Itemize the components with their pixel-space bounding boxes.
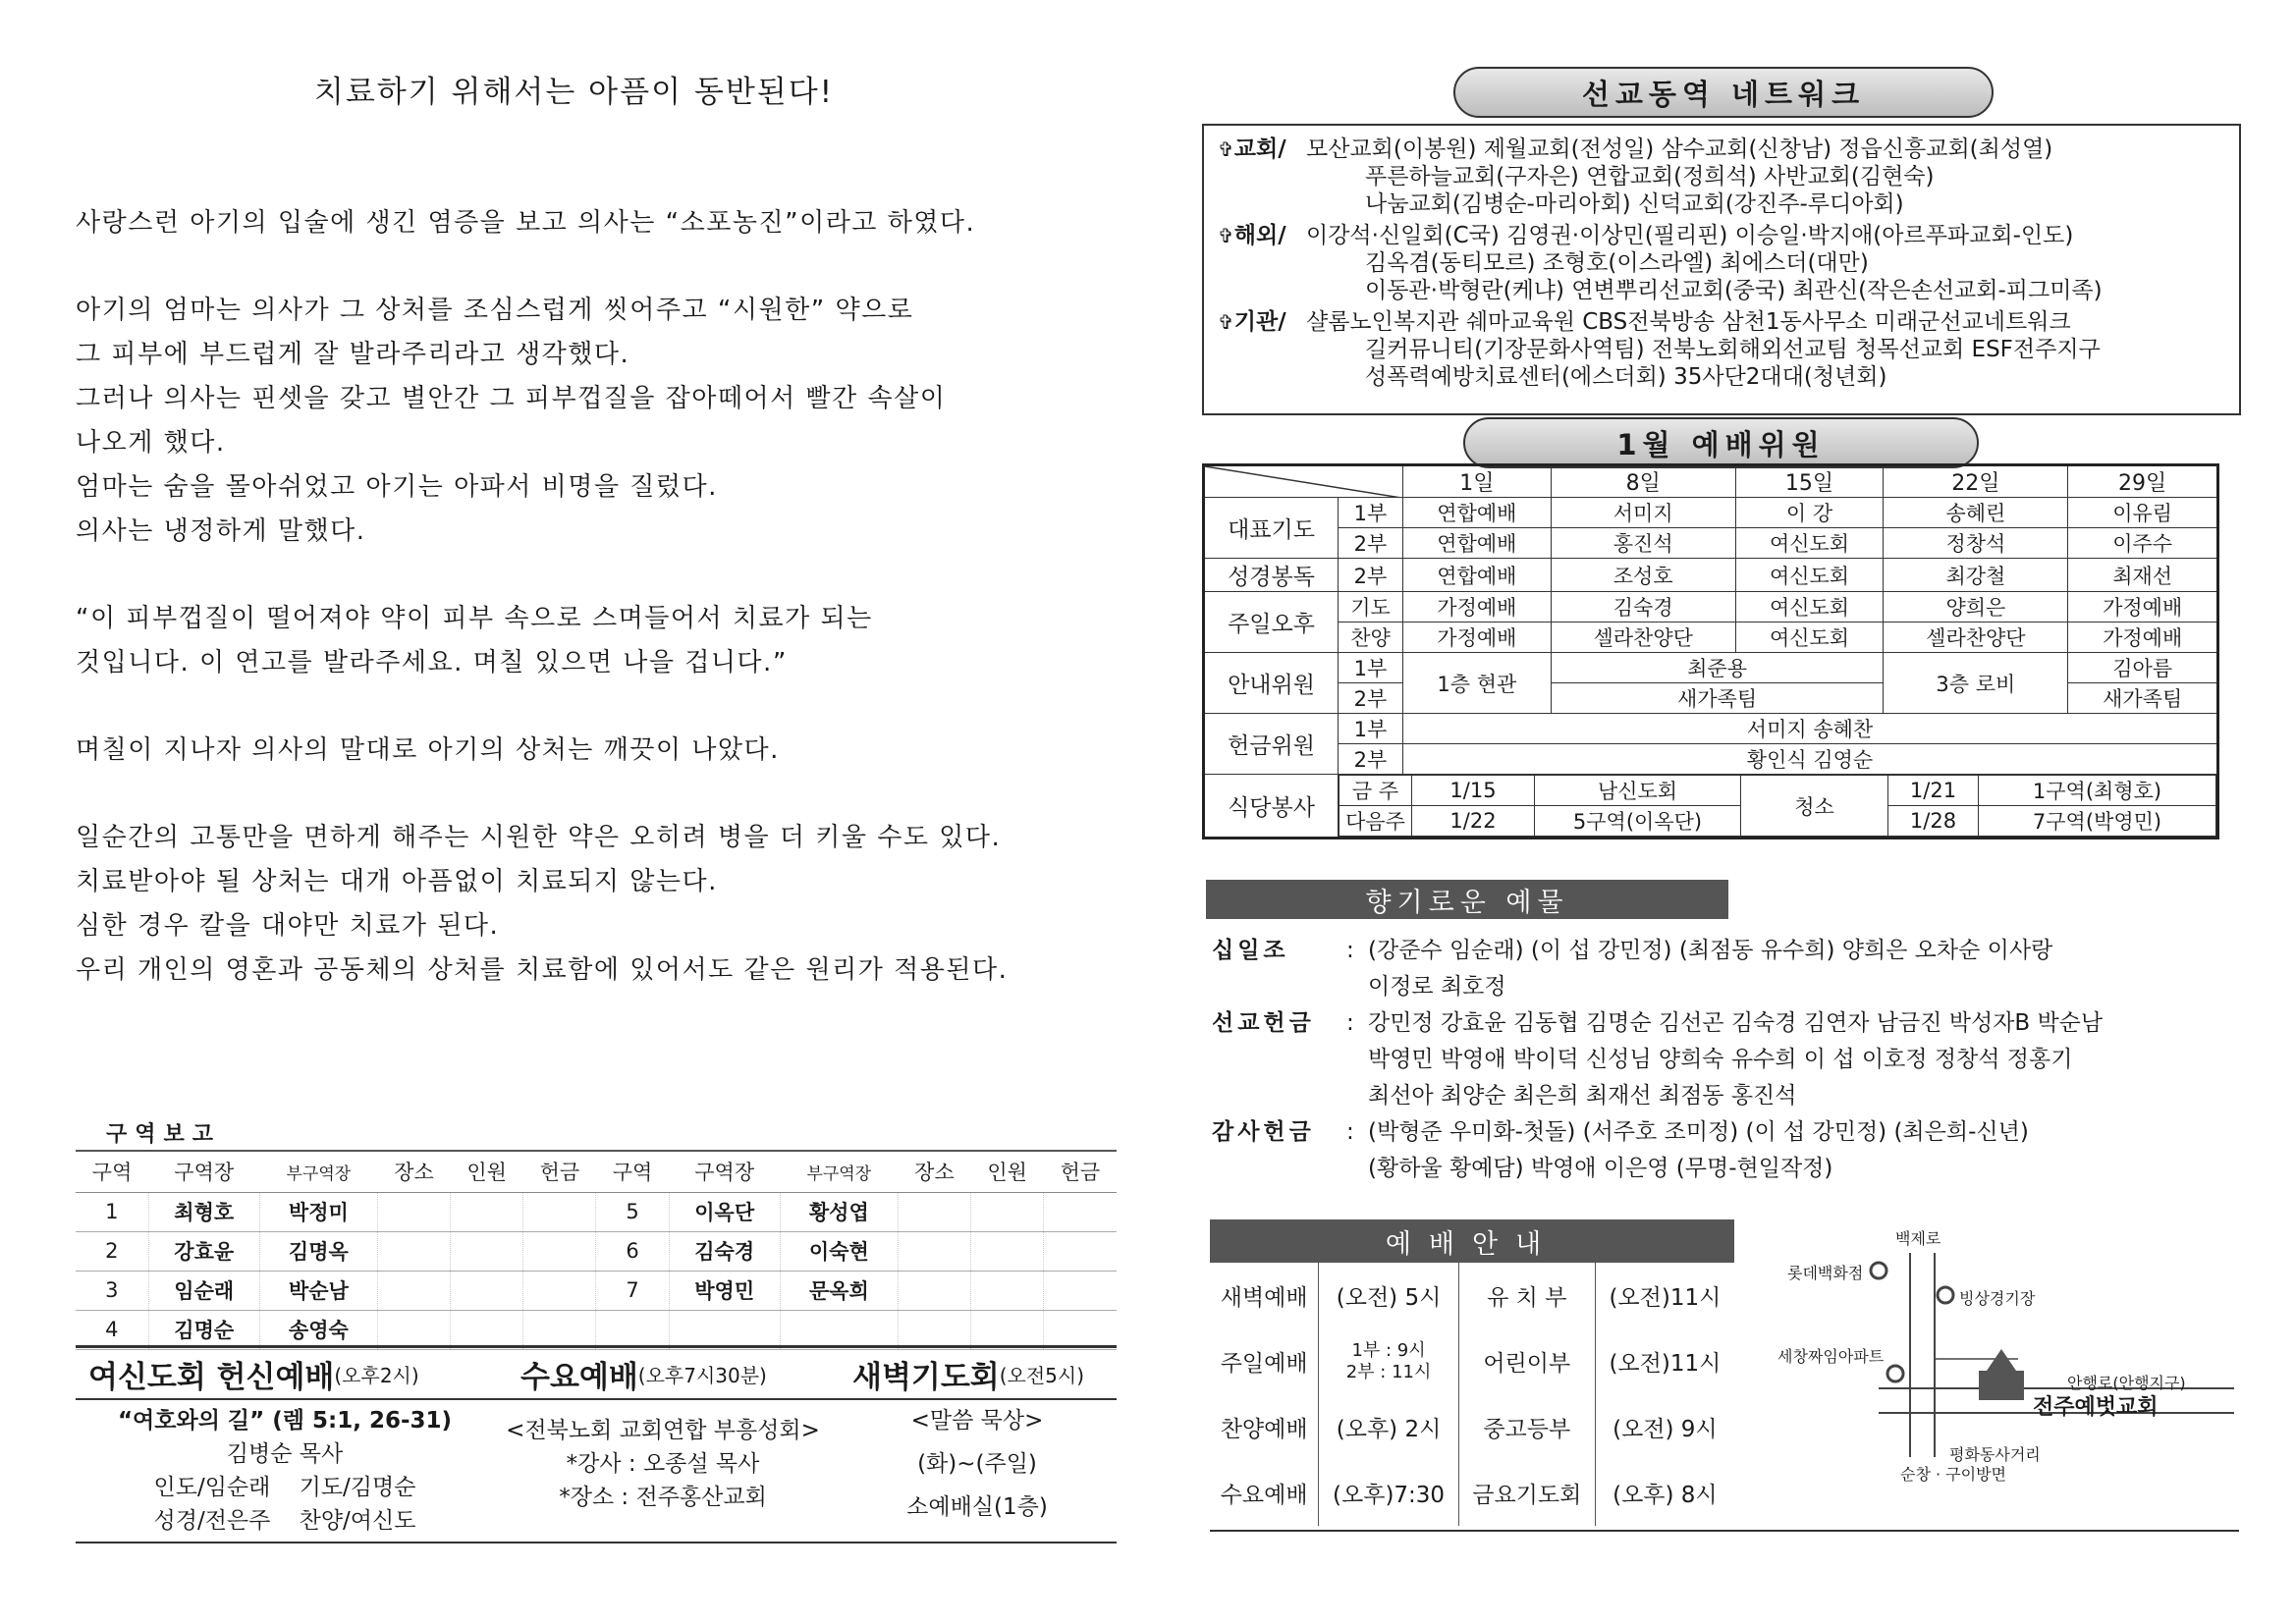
district-header: 구역: [596, 1151, 669, 1192]
part-cell: 찬양: [1339, 623, 1403, 653]
service-cell: 유 치 부: [1458, 1263, 1595, 1328]
district-cell: 1: [76, 1192, 148, 1231]
cell: 김숙경: [1551, 592, 1735, 623]
part-cell: 1부: [1339, 498, 1403, 528]
cell: 5구역(이옥단): [1535, 806, 1741, 837]
essay-line: 우리 개인의 영혼과 공동체의 상처를 치료함에 있어서도 같은 원리가 적용된다.: [76, 955, 1009, 985]
divider: [76, 1398, 1117, 1400]
wednesday-service-details: [476, 1414, 849, 1514]
kitchen-cell: [1339, 775, 2218, 839]
offering-label: [1212, 1151, 1346, 1187]
cell: 최준용: [1551, 653, 1884, 683]
part-cell: 2부: [1339, 744, 1403, 775]
table-row: [1210, 1394, 1734, 1460]
district-cell: 7: [596, 1271, 669, 1310]
worship-committee-table: [1202, 463, 2219, 839]
district-cell: 임순래: [148, 1271, 259, 1310]
cell: 정창석: [1884, 528, 2068, 559]
district-cell: [523, 1231, 596, 1271]
cell: 여신도회: [1735, 592, 1884, 623]
cell: 다음주: [1339, 806, 1412, 837]
offering-row: [1212, 1078, 2243, 1114]
district-cell: [451, 1271, 523, 1310]
mission-text: 이강석·신일회(C국) 김영권·이상민(필리핀) 이승일·박지애(아르푸파교회-인도): [1306, 223, 2074, 248]
district-cell: [377, 1310, 450, 1349]
mission-label: [1218, 308, 1306, 336]
diagonal-line: [1205, 466, 1401, 498]
part-cell: 1부: [1339, 714, 1403, 744]
mission-label: [1218, 277, 1306, 304]
district-header: 인원: [451, 1151, 523, 1192]
location-map: [1763, 1221, 2244, 1489]
date-header: 1일: [1403, 465, 1552, 498]
table-row: [76, 1231, 1117, 1271]
women-service-time: (오후2시): [334, 1363, 419, 1387]
district-cell: 김명옥: [259, 1231, 377, 1271]
table-row: [1210, 1263, 1734, 1328]
row-label: 주일오후: [1204, 592, 1339, 653]
service-cell: 새벽예배: [1210, 1263, 1319, 1328]
district-header: 장소: [377, 1151, 450, 1192]
district-header: 부구역장: [780, 1151, 898, 1192]
district-cell: [1044, 1231, 1117, 1271]
table-corner: [1204, 465, 1403, 498]
table-row: [1210, 1328, 1734, 1394]
row-label: 안내위원: [1204, 653, 1339, 714]
district-cell: [971, 1231, 1044, 1271]
offering-label: 선교헌금: [1212, 1010, 1315, 1036]
colon: [1346, 969, 1368, 1005]
essay-gap: [76, 685, 1107, 729]
district-cell: [596, 1310, 669, 1349]
mission-text: 이동관·박형란(케냐) 연변뿌리선교회(중국) 최관신(작은손선교회-피그미족): [1365, 278, 2103, 303]
mission-label-text: 기관/: [1233, 309, 1286, 335]
cell: 여신도회: [1735, 559, 1884, 592]
essay-body: [76, 201, 1107, 993]
district-header: 구역장: [148, 1151, 259, 1192]
date-header: 15일: [1735, 465, 1884, 498]
cell: 여신도회: [1735, 623, 1884, 653]
offering-names: (박형준 우미화-첫돌) (서주호 조미정) (이 섭 강민정) (최은희-신년): [1368, 1119, 2029, 1145]
essay-line: 치료받아야 될 상처는 대개 아픔없이 치료되지 않는다.: [76, 867, 718, 896]
mission-row: [1218, 249, 2225, 277]
district-report-title: 구역보고: [106, 1122, 222, 1147]
cell: 새가족팀: [1551, 683, 1884, 714]
cell: 셀라찬양단: [1884, 623, 2068, 653]
mission-label: [1218, 135, 1306, 163]
mission-text: 길커뮤니티(기장문화사역팀) 전북노회해외선교팀 청목선교회 ESF전주지구: [1365, 337, 2101, 362]
women-service-heading: [88, 1349, 419, 1398]
district-cell: [1044, 1192, 1117, 1231]
table-row: [76, 1192, 1117, 1231]
wednesday-service-heading: [520, 1349, 767, 1398]
service-cell: (오전)11시: [1609, 1351, 1722, 1377]
service-cell: (오후) 2시: [1319, 1394, 1459, 1460]
essay-line: “이 피부껍질이 떨어져야 약이 피부 속으로 스며들어서 치료가 되는: [76, 604, 873, 633]
mission-network-title: 선교동역 네트워크: [1453, 67, 1994, 118]
date-header: 29일: [2068, 465, 2218, 498]
cell: 1층 현관: [1403, 653, 1552, 714]
mission-label: [1218, 363, 1306, 391]
essay-gap: [76, 245, 1107, 289]
cell: 가정예배: [2068, 592, 2218, 623]
essay-line: 며칠이 지나자 의사의 말대로 아기의 상처는 깨끗이 나았다.: [76, 735, 780, 765]
date-header: 8일: [1551, 465, 1735, 498]
map-label: 세창짜임아파트: [1777, 1347, 1885, 1366]
district-cell: 박영민: [669, 1271, 780, 1310]
mission-row: [1218, 336, 2225, 363]
service-cell: (오전)11시: [1609, 1285, 1722, 1311]
offering-names: 이정로 최호정: [1368, 974, 1506, 1000]
row-label: 성경봉독: [1204, 559, 1339, 592]
mission-text: 모산교회(이봉원) 제월교회(전성일) 삼수교회(신창남) 정읍신흥교회(최성열): [1306, 136, 2053, 162]
mission-row: [1218, 363, 2225, 391]
district-report-table: [76, 1150, 1117, 1350]
mission-row: [1218, 308, 2225, 336]
cell: 금 주: [1339, 776, 1412, 806]
mission-label: [1218, 163, 1306, 190]
mission-text: 샬롬노인복지관 쉐마교육원 CBS전북방송 삼천1동사무소 미래군선교네트워크: [1306, 309, 2071, 335]
cell: 1/15: [1412, 776, 1535, 806]
part-cell: 2부: [1339, 683, 1403, 714]
part-cell: 2부: [1339, 559, 1403, 592]
district-cell: [451, 1310, 523, 1349]
service-cell: 주일예배: [1210, 1328, 1319, 1394]
cell: 황인식 김영순: [1403, 744, 2218, 775]
mission-text: 나눔교회(김병순-마리아회) 신덕교회(강진주-루디아회): [1365, 191, 1904, 217]
mission-label: [1218, 249, 1306, 277]
dawn-prayer-heading: [852, 1349, 1084, 1398]
service-cell: (오전) 9시: [1613, 1417, 1718, 1442]
women-service-line: “여호와의 길” (렘 5:1, 26-31): [117, 1408, 453, 1434]
essay-line: 것입니다. 이 연고를 발라주세요. 며칠 있으면 나을 겁니다.”: [76, 648, 788, 677]
service-cell: [1319, 1328, 1459, 1394]
district-cell: [451, 1231, 523, 1271]
cell: 홍진석: [1551, 528, 1735, 559]
essay-line: 의사는 냉정하게 말했다.: [76, 516, 366, 546]
district-header: 장소: [898, 1151, 970, 1192]
date-header: 22일: [1884, 465, 2068, 498]
district-cell: 강효윤: [148, 1231, 259, 1271]
cell: 최재선: [2068, 559, 2218, 592]
service-time-line: 2부 : 11시: [1345, 1361, 1432, 1382]
divider: [76, 1345, 1117, 1348]
cell: 송혜린: [1884, 498, 2068, 528]
district-cell: [898, 1271, 970, 1310]
cell: 새가족팀: [2068, 683, 2218, 714]
cell: 7구역(박영민): [1979, 806, 2216, 837]
mission-label: [1218, 336, 1306, 363]
colon: :: [1346, 1119, 1354, 1145]
mission-label: [1218, 222, 1306, 249]
mission-text: 김옥겸(동티모르) 조형호(이스라엘) 최에스더(대만): [1365, 250, 1869, 276]
essay-line: 그러나 의사는 핀셋을 갖고 별안간 그 피부껍질을 잡아떼어서 빨간 속살이: [76, 384, 947, 413]
cell: 여신도회: [1735, 528, 1884, 559]
cell: 1구역(최형호): [1979, 776, 2216, 806]
service-cell: 수요예배: [1210, 1460, 1319, 1526]
cell: 최강철: [1884, 559, 2068, 592]
cell: 3층 로비: [1884, 653, 2068, 714]
cell: 이주수: [2068, 528, 2218, 559]
divider: [1210, 1530, 2239, 1532]
colon: [1346, 1042, 1368, 1078]
offering-label: [1212, 1042, 1346, 1078]
cell: 1/22: [1412, 806, 1535, 837]
service-cell: (오전) 5시: [1319, 1263, 1459, 1328]
district-cell: [971, 1192, 1044, 1231]
women-service-line: 김병순 목사: [226, 1441, 344, 1467]
women-service-line: 성경/전은주 찬양/여신도: [153, 1508, 416, 1534]
cross-icon: ✞: [1218, 224, 1234, 247]
district-cell: 이숙현: [780, 1231, 898, 1271]
cell: 연합예배: [1403, 528, 1552, 559]
cell: 서미지 송혜찬: [1403, 714, 2218, 744]
offering-names: (강준수 임순래) (이 섭 강민정) (최점동 유수희) 양희은 오차순 이사랑: [1368, 938, 2053, 963]
district-cell: 김명순: [148, 1310, 259, 1349]
cross-icon: ✞: [1218, 137, 1234, 161]
part-cell: 2부: [1339, 528, 1403, 559]
district-cell: 최형호: [148, 1192, 259, 1231]
wednesday-service-title: 수요예배: [520, 1359, 638, 1395]
dawn-prayer-line: (화)~(주일): [917, 1451, 1037, 1477]
mission-text: 성폭력예방치료센터(에스더회) 35사단2대대(청년회): [1365, 364, 1887, 390]
district-cell: 4: [76, 1310, 148, 1349]
district-cell: 김숙경: [669, 1231, 780, 1271]
table-row: [76, 1310, 1117, 1349]
dawn-prayer-title: 새벽기도회: [852, 1359, 1000, 1395]
dawn-prayer-details: [845, 1404, 1110, 1524]
map-label: 롯데백화점: [1787, 1264, 1864, 1282]
district-cell: [971, 1271, 1044, 1310]
district-cell: [377, 1192, 450, 1231]
essay-title: 치료하기 위해서는 아픔이 동반된다!: [313, 75, 835, 110]
mission-row: [1218, 135, 2225, 163]
cross-icon: ✞: [1218, 310, 1234, 334]
dawn-prayer-line: 소예배실(1층): [906, 1494, 1048, 1520]
service-guide-title: 예배안내: [1210, 1219, 1734, 1263]
district-cell: [898, 1192, 970, 1231]
offering-row: [1212, 1042, 2243, 1078]
district-cell: 5: [596, 1192, 669, 1231]
cell: 연합예배: [1403, 559, 1552, 592]
district-cell: 문옥희: [780, 1271, 898, 1310]
essay-gap: [76, 773, 1107, 816]
colon: [1346, 1151, 1368, 1187]
service-cell: (오후) 8시: [1613, 1483, 1718, 1508]
offering-label: [1212, 969, 1346, 1005]
mission-label-text: 교회/: [1233, 136, 1286, 162]
map-label: 백제로: [1895, 1229, 1941, 1248]
district-cell: 황성엽: [780, 1192, 898, 1231]
district-cell: [780, 1310, 898, 1349]
wednesday-service-time: (오후7시30분): [637, 1363, 767, 1387]
district-header: 헌금: [1044, 1151, 1117, 1192]
essay-line: 일순간의 고통만을 면하게 해주는 시원한 약은 오히려 병을 더 키울 수도 있다.: [76, 823, 1002, 852]
essay-line: 아기의 엄마는 의사가 그 상처를 조심스럽게 씻어주고 “시원한” 약으로: [76, 296, 914, 325]
wednesday-service-line: *강사 : 오종설 목사: [566, 1451, 760, 1477]
cell: 서미지: [1551, 498, 1735, 528]
part-cell: 기도: [1339, 592, 1403, 623]
offerings-list: [1212, 933, 2243, 1187]
wednesday-service-line: <전북노회 교회연합 부흥성회>: [506, 1418, 820, 1443]
district-header: 헌금: [523, 1151, 596, 1192]
mission-network-box: [1202, 124, 2241, 415]
district-header: 구역장: [669, 1151, 780, 1192]
service-guide-table: [1210, 1263, 1734, 1526]
church-name: 전주예벗교회: [2033, 1395, 2159, 1420]
worship-committee-title: 1월 예배위원: [1463, 417, 1979, 468]
colon: [1346, 1078, 1368, 1114]
district-cell: [523, 1271, 596, 1310]
district-cell: [898, 1231, 970, 1271]
district-header: 인원: [971, 1151, 1044, 1192]
wednesday-service-line: *장소 : 전주홍산교회: [559, 1485, 767, 1510]
cell: 가정예배: [2068, 623, 2218, 653]
offering-row: [1212, 933, 2243, 969]
service-cell: 어린이부: [1458, 1328, 1595, 1394]
mission-row: [1218, 222, 2225, 249]
offering-label: [1212, 1078, 1346, 1114]
district-cell: 2: [76, 1231, 148, 1271]
offering-names: 강민정 강효윤 김동협 김명순 김선곤 김숙경 김연자 남금진 박성자B 박순남: [1368, 1010, 2104, 1036]
district-cell: [523, 1310, 596, 1349]
service-cell: 금요기도회: [1458, 1460, 1595, 1526]
offering-names: (황하울 황예담) 박영애 이은영 (무명-현일작정): [1368, 1156, 1833, 1181]
cell: 가정예배: [1403, 623, 1552, 653]
mission-row: [1218, 277, 2225, 304]
district-cell: [1044, 1271, 1117, 1310]
cell: 청소: [1741, 776, 1888, 837]
offering-label: 십일조: [1212, 938, 1289, 963]
row-label: 헌금위원: [1204, 714, 1339, 775]
divider: [76, 1542, 1117, 1543]
map-label: 안행로(안행지구): [2067, 1374, 2186, 1392]
dawn-prayer-line: <말씀 묵상>: [910, 1408, 1044, 1434]
offerings-title: 향기로운 예물: [1206, 880, 1728, 919]
cell: 연합예배: [1403, 498, 1552, 528]
dawn-prayer-time: (오전5시): [999, 1363, 1085, 1387]
mission-text: 푸른하늘교회(구자은) 연합교회(정희석) 사반교회(김현숙): [1365, 164, 1935, 189]
district-cell: [377, 1271, 450, 1310]
women-service-line: 인도/임순래 기도/김명순: [153, 1475, 416, 1500]
district-cell: 송영숙: [259, 1310, 377, 1349]
district-header: 부구역장: [259, 1151, 377, 1192]
district-cell: 박순남: [259, 1271, 377, 1310]
row-label: 식당봉사: [1204, 775, 1339, 839]
map-label: 평화동사거리: [1949, 1445, 2041, 1464]
colon: :: [1346, 938, 1354, 963]
district-cell: [1044, 1310, 1117, 1349]
essay-line: 심한 경우 칼을 대야만 치료가 된다.: [76, 911, 500, 941]
essay-gap: [76, 554, 1107, 597]
offering-label: 감사헌금: [1212, 1119, 1315, 1145]
service-cell: 찬양예배: [1210, 1394, 1319, 1460]
essay-line: 사랑스런 아기의 입술에 생긴 염증을 보고 의사는 “소포농진”이라고 하였다.: [76, 208, 976, 238]
cell: 이유림: [2068, 498, 2218, 528]
row-label: 대표기도: [1204, 498, 1339, 559]
district-cell: [669, 1310, 780, 1349]
district-cell: 박정미: [259, 1192, 377, 1231]
district-cell: [971, 1310, 1044, 1349]
service-cell: (오후)7:30: [1319, 1460, 1459, 1526]
essay-line: 그 피부에 부드럽게 잘 발라주리라고 생각했다.: [76, 340, 630, 369]
offering-names: 최선아 최양순 최은희 최재선 최점동 홍진석: [1368, 1083, 1797, 1109]
district-header: 구역: [76, 1151, 148, 1192]
cell: 1/28: [1888, 806, 1979, 837]
essay-line: 엄마는 숨을 몰아쉬었고 아기는 아파서 비명을 질렀다.: [76, 472, 718, 502]
service-cell: 중고등부: [1458, 1394, 1595, 1460]
table-row: [76, 1271, 1117, 1310]
map-label: 빙상경기장: [1959, 1289, 2036, 1308]
mission-label-text: 해외/: [1233, 223, 1286, 248]
cell: 셀라찬양단: [1551, 623, 1735, 653]
district-cell: [898, 1310, 970, 1349]
offering-row: [1212, 1151, 2243, 1187]
part-cell: 1부: [1339, 653, 1403, 683]
cell: 남신도회: [1535, 776, 1741, 806]
kitchen-table: [1339, 775, 2216, 837]
district-cell: [523, 1192, 596, 1231]
offering-row: [1212, 1114, 2243, 1151]
district-cell: [377, 1231, 450, 1271]
cell: 김아름: [2068, 653, 2218, 683]
cell: 가정예배: [1403, 592, 1552, 623]
cell: 이 강: [1735, 498, 1884, 528]
women-service-title: 여신도회 헌신예배: [88, 1359, 335, 1395]
district-cell: 3: [76, 1271, 148, 1310]
mission-row: [1218, 163, 2225, 190]
women-service-details: [88, 1404, 481, 1538]
colon: :: [1346, 1010, 1354, 1036]
district-cell: [451, 1192, 523, 1231]
table-row: [1210, 1460, 1734, 1526]
map-label: 순창 · 구이방면: [1900, 1465, 2006, 1484]
district-cell: 6: [596, 1231, 669, 1271]
offering-names: 박영민 박영애 박이덕 신성님 양희숙 유수희 이 섭 이호정 정창석 정홍기: [1368, 1047, 2073, 1072]
offering-row: [1212, 969, 2243, 1005]
cell: 조성호: [1551, 559, 1735, 592]
service-time-line: 1부 : 9시: [1351, 1339, 1426, 1361]
cell: 양희은: [1884, 592, 2068, 623]
mission-label: [1218, 190, 1306, 218]
district-cell: 이옥단: [669, 1192, 780, 1231]
mission-row: [1218, 190, 2225, 218]
cell: 1/21: [1888, 776, 1979, 806]
essay-line: 나오게 했다.: [76, 428, 226, 458]
offering-row: [1212, 1005, 2243, 1042]
